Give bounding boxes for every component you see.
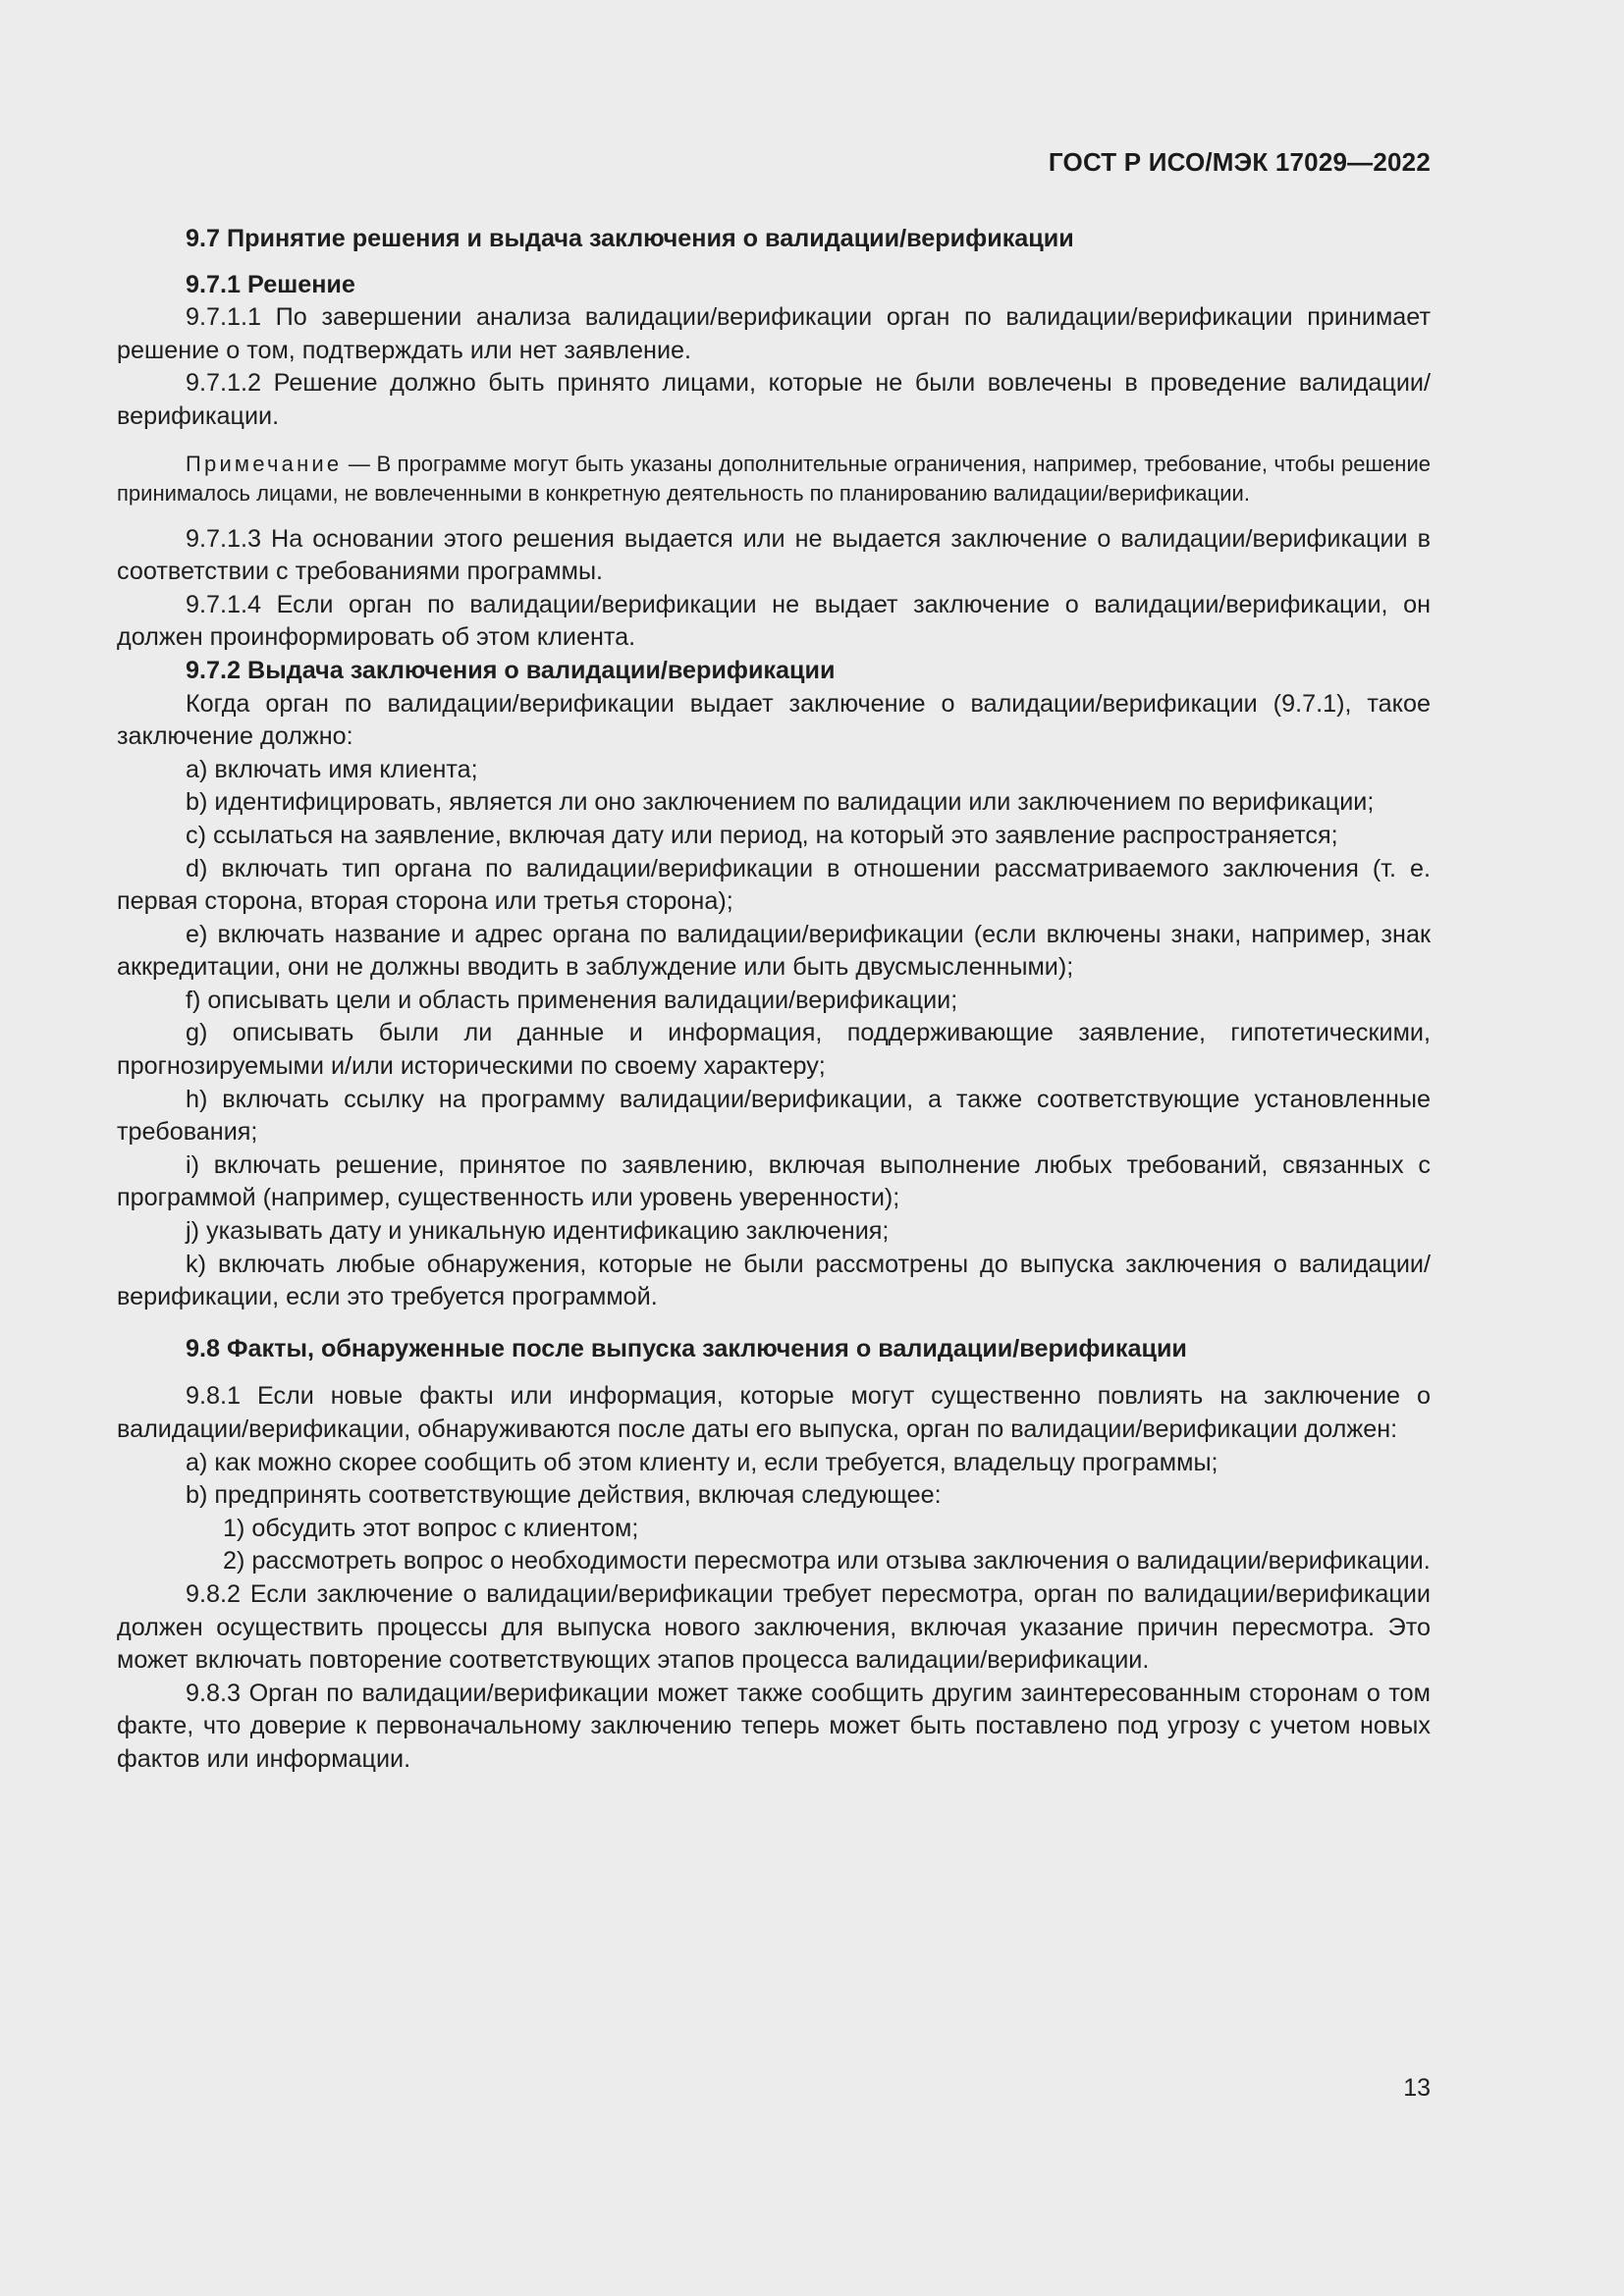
note-block	[117, 450, 1431, 508]
section-heading-9-8: 9.8 Факты, обнаруженные после выпуска заключения о валидации/верификации	[186, 1334, 1187, 1362]
list-item-j: j) указывать дату и уникальную идентификацию заключения;	[186, 1217, 890, 1246]
page-number: 13	[1403, 2074, 1431, 2102]
paragraph-9-7-1-3: 9.7.1.3 На основании этого решения выдается или не выдается заключение о валидации/верификации в соответствии с требованиями программы.	[117, 524, 1431, 586]
list-item-i: i) включать решение, принятое по заявлению, включая выполнение любых требований, связанных с программой (например, существенность или уровень уверенности);	[117, 1150, 1431, 1212]
paragraph-9-8-2: 9.8.2 Если заключение о валидации/верификации требует пересмотра, орган по валидации/верификации должен осуществить процессы для выпуска нового заключения, включая указание причин пересмотра. Это может включать повторение соответствующих этапов процесса валидации/верификации.	[117, 1579, 1431, 1675]
list-item-c: c) ссылаться на заявление, включая дату или период, на который это заявление распространяется;	[186, 821, 1338, 849]
document-body	[117, 223, 1431, 1777]
list-item-d: d) включать тип органа по валидации/верификации в отношении рассматриваемого заключения (т. е. первая сторона, вторая сторона или третья сторона);	[117, 854, 1431, 916]
list-item-a: a) включать имя клиента;	[186, 755, 478, 783]
paragraph-9-8-3: 9.8.3 Орган по валидации/верификации может также сообщить другим заинтересованным сторонам о том факте, что доверие к первоначальному заключению теперь может быть поставлено под угрозу с учетом новых фактов или информации.	[117, 1679, 1431, 1773]
paragraph-9-7-2-intro: Когда орган по валидации/верификации выдает заключение о валидации/верификации (9.7.1), такое заключение должно:	[117, 689, 1431, 751]
note-text: В программе могут быть указаны дополнительные ограничения, например, требование, чтобы решение принималось лицами, не вовлеченными в конкретную деятельность по планированию валидации/верификации.	[117, 451, 1431, 506]
list-item-h: h) включать ссылку на программу валидации/верификации, а также соответствующие установленные требования;	[117, 1085, 1431, 1147]
sub-item-2: 2) рассмотреть вопрос о необходимости пересмотра или отзыва заключения о валидации/верификации.	[223, 1547, 1431, 1575]
section-heading-9-7: 9.7 Принятие решения и выдача заключения о валидации/верификации	[186, 225, 1074, 252]
paragraph-9-7-1-4: 9.7.1.4 Если орган по валидации/верификации не выдает заключение о валидации/верификации, он должен проинформировать об этом клиента.	[117, 590, 1431, 652]
note-label: Примечание	[186, 451, 343, 476]
note-dash: —	[342, 451, 377, 476]
paragraph-9-7-1-1: 9.7.1.1 По завершении анализа валидации/верификации орган по валидации/верификации принимает решение о том, подтверждать или нет заявление.	[117, 303, 1431, 364]
subsection-heading-9-7-2: 9.7.2 Выдача заключения о валидации/верификации	[186, 656, 836, 684]
list-item-k: k) включать любые обнаружения, которые не были рассмотрены до выпуска заключения о валидации/верификации, если это требуется программой.	[117, 1250, 1431, 1311]
list-item-e: e) включать название и адрес органа по валидации/верификации (если включены знаки, например, знак аккредитации, они не должны вводить в заблуждение или быть двусмысленными);	[117, 920, 1431, 982]
list-item-f: f) описывать цели и область применения валидации/верификации;	[186, 986, 958, 1014]
list-item-b: b) идентифицировать, является ли оно заключением по валидации или заключением по верификации;	[186, 788, 1375, 817]
subsection-heading-9-7-1: 9.7.1 Решение	[186, 270, 355, 298]
list-item-9-8-b: b) предпринять соответствующие действия, включая следующее:	[186, 1481, 942, 1510]
paragraph-9-8-1: 9.8.1 Если новые факты или информация, которые могут существенно повлиять на заключение о валидации/верификации, обнаруживаются после даты его выпуска, орган по валидации/верификации должен:	[117, 1382, 1431, 1443]
list-item-9-8-a: a) как можно скорее сообщить об этом клиенту и, если требуется, владельцу программы;	[186, 1448, 1218, 1476]
list-item-g: g) описывать были ли данные и информация, поддерживающие заявление, гипотетическими, прогнозируемыми и/или историческими по своему характеру;	[117, 1019, 1431, 1081]
document-header: ГОСТ Р ИСО/МЭК 17029—2022	[1048, 147, 1431, 177]
sub-item-1: 1) обсудить этот вопрос с клиентом;	[223, 1514, 639, 1542]
paragraph-9-7-1-2: 9.7.1.2 Решение должно быть принято лицами, которые не были вовлечены в проведение валидации/верификации.	[117, 369, 1431, 430]
